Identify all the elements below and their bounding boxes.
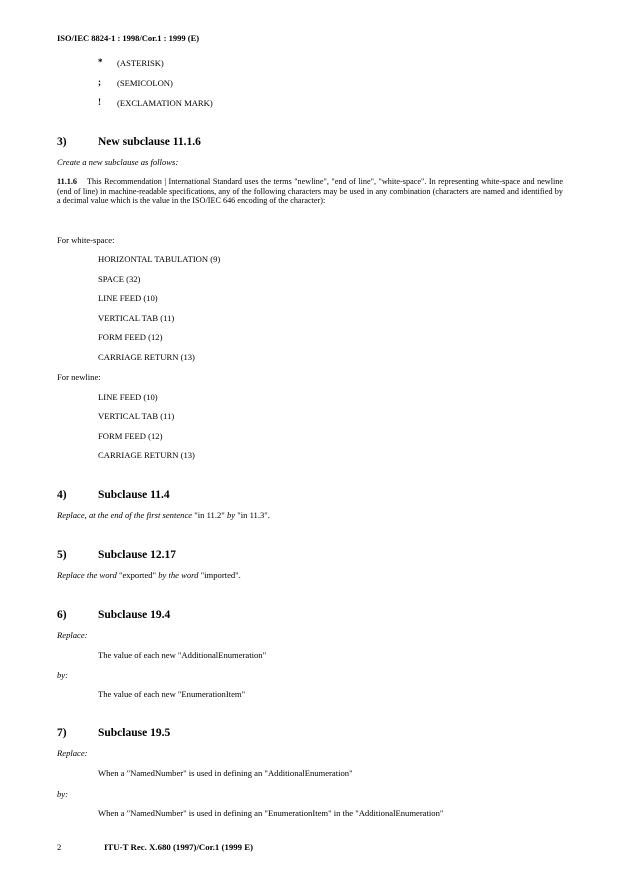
list-item: FORM FEED (12) (98, 431, 163, 441)
list-item: VERTICAL TAB (11) (98, 313, 175, 323)
clause-number: 11.1.6 (57, 177, 78, 186)
section-title: New subclause 11.1.6 (98, 136, 201, 148)
list-item: LINE FEED (10) (98, 293, 158, 303)
running-footer: ITU-T Rec. X.680 (1997)/Cor.1 (1999 E) (104, 842, 254, 852)
list-item: CARRIAGE RETURN (13) (98, 352, 195, 362)
new-text: When a "NamedNumber" is used in defining an "EnumerationItem" in the "AdditionalEnumeration" (98, 808, 444, 818)
section-number: 5) (57, 549, 67, 561)
section-title: Subclause 12.17 (98, 549, 176, 561)
instruction: Replace, at the end of the first sentence "in 11.2" by "in 11.3". (57, 510, 270, 520)
new-text: The value of each new "EnumerationItem" (98, 689, 246, 699)
clause-paragraph (57, 177, 563, 206)
list-item: VERTICAL TAB (11) (98, 411, 175, 421)
section-title: Subclause 11.4 (98, 489, 170, 501)
section-title: Subclause 19.4 (98, 609, 171, 621)
instruction: Replace the word "exported" by the word "imported". (57, 570, 241, 580)
symbol-exclamation: ! (98, 97, 101, 107)
instruction: by: (57, 789, 68, 799)
symbol-name: (SEMICOLON) (117, 78, 173, 88)
symbol-semicolon: ; (98, 77, 101, 87)
instruction: Replace: (57, 630, 88, 640)
list-item: FORM FEED (12) (98, 332, 163, 342)
clause-text: This Recommendation | International Standard uses the terms "newline", "end of line", "white-space". In representing white-space and newline (end of line) in machine-readable specifications, any of the following characters may be used in any combination (characters are named and identified by a decimal value which is the value in the ISO/IEC 646 encoding of the character): (57, 177, 563, 206)
list-item: HORIZONTAL TABULATION (9) (98, 254, 221, 264)
instruction: by: (57, 670, 68, 680)
list-item: CARRIAGE RETURN (13) (98, 450, 195, 460)
section-number: 6) (57, 609, 67, 621)
list-label: For white-space: (57, 235, 115, 245)
old-text: When a "NamedNumber" is used in defining an "AdditionalEnumeration" (98, 768, 353, 778)
section-number: 7) (57, 727, 67, 739)
instruction: Replace: (57, 748, 88, 758)
list-item: SPACE (32) (98, 274, 141, 284)
symbol-asterisk: * (98, 57, 103, 67)
list-label: For newline: (57, 372, 101, 382)
running-header: ISO/IEC 8824-1 : 1998/Cor.1 : 1999 (E) (57, 33, 200, 43)
section-number: 4) (57, 489, 67, 501)
old-text: The value of each new "AdditionalEnumeration" (98, 650, 267, 660)
instruction: Create a new subclause as follows: (57, 157, 179, 167)
section-title: Subclause 19.5 (98, 727, 171, 739)
page-number: 2 (57, 842, 62, 852)
symbol-name: (ASTERISK) (117, 58, 164, 68)
symbol-name: (EXCLAMATION MARK) (117, 98, 213, 108)
list-item: LINE FEED (10) (98, 392, 158, 402)
section-number: 3) (57, 136, 67, 148)
